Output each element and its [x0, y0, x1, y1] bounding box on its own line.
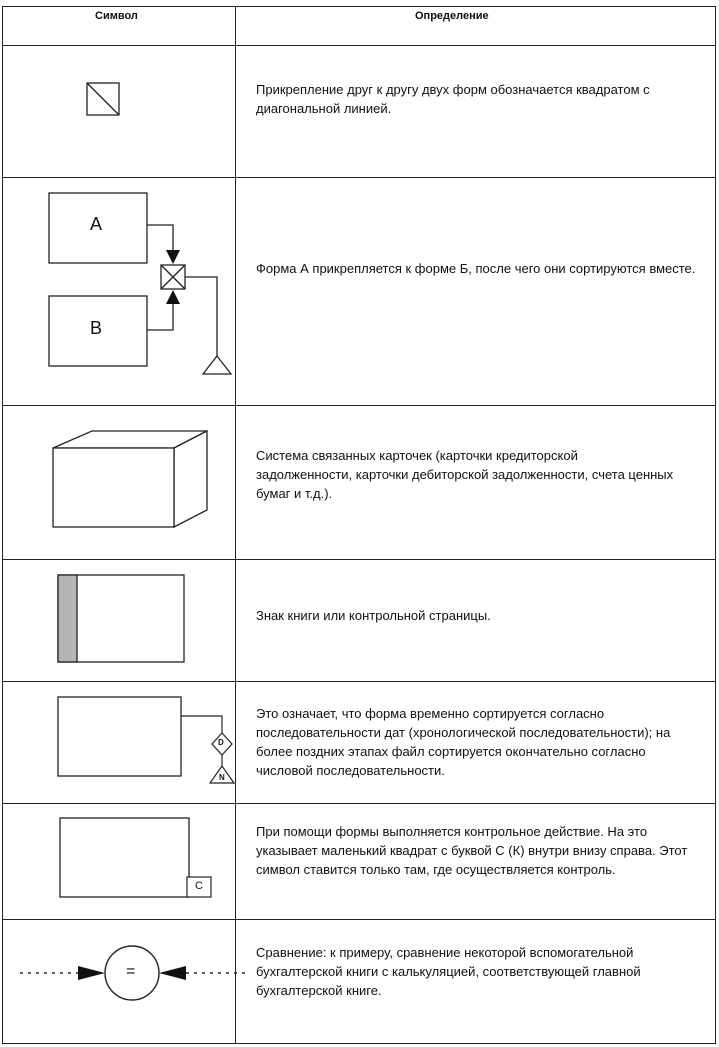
book-page-symbol: [58, 575, 184, 662]
definition-row-1: Прикрепление друг к другу двух форм обозначается квадратом с диагональной линией.: [256, 82, 650, 116]
form-b-label: B: [90, 318, 103, 338]
definition-row-6: При помощи формы выполняется контрольное действие. На это указывает маленький квадрат с буквой С (К) внутри внизу справа. Этот символ ставится только там, где осуществляется контроль.: [256, 824, 688, 877]
definition-row-2: Форма А прикрепляется к форме Б, после чего они сортируются вместе.: [256, 261, 696, 276]
definition-row-5: Это означает, что форма временно сортируется согласно последовательности дат (хронологической последовательности); на более поздних этапах файл сортируется окончательно согласно числовой последовательности.: [256, 706, 671, 778]
attach-x-square-icon: [161, 265, 185, 289]
arrow-up-icon: [166, 290, 180, 304]
equals-label: =: [126, 963, 136, 980]
date-label: D: [218, 738, 224, 747]
header-definition: Определение: [415, 10, 489, 22]
definition-row-7: Сравнение: к примеру, сравнение некоторой вспомогательной бухгалтерской книги с калькуляцией, соответствующей главной бухгалтерской книге.: [256, 945, 641, 998]
numeric-label: N: [219, 773, 225, 782]
control-form-box: [60, 818, 211, 897]
arrow-right-icon: [78, 966, 105, 980]
date-sort-form-box: [58, 697, 181, 776]
arrow-left-icon: [159, 966, 186, 980]
attachment-square-symbol: [87, 83, 119, 115]
sort-triangle-icon: [203, 356, 231, 374]
header-symbol: Символ: [95, 10, 138, 22]
form-a-label: A: [90, 214, 103, 234]
control-label: C: [195, 880, 203, 892]
definition-row-3: Система связанных карточек (карточки кредиторской задолженности, карточки дебиторской задолженности, счета ценных бумаг и т.д.).: [256, 448, 674, 501]
arrow-down-icon: [166, 250, 180, 264]
card-system-box-symbol: [53, 431, 207, 527]
definition-row-4: Знак книги или контрольной страницы.: [256, 608, 491, 623]
